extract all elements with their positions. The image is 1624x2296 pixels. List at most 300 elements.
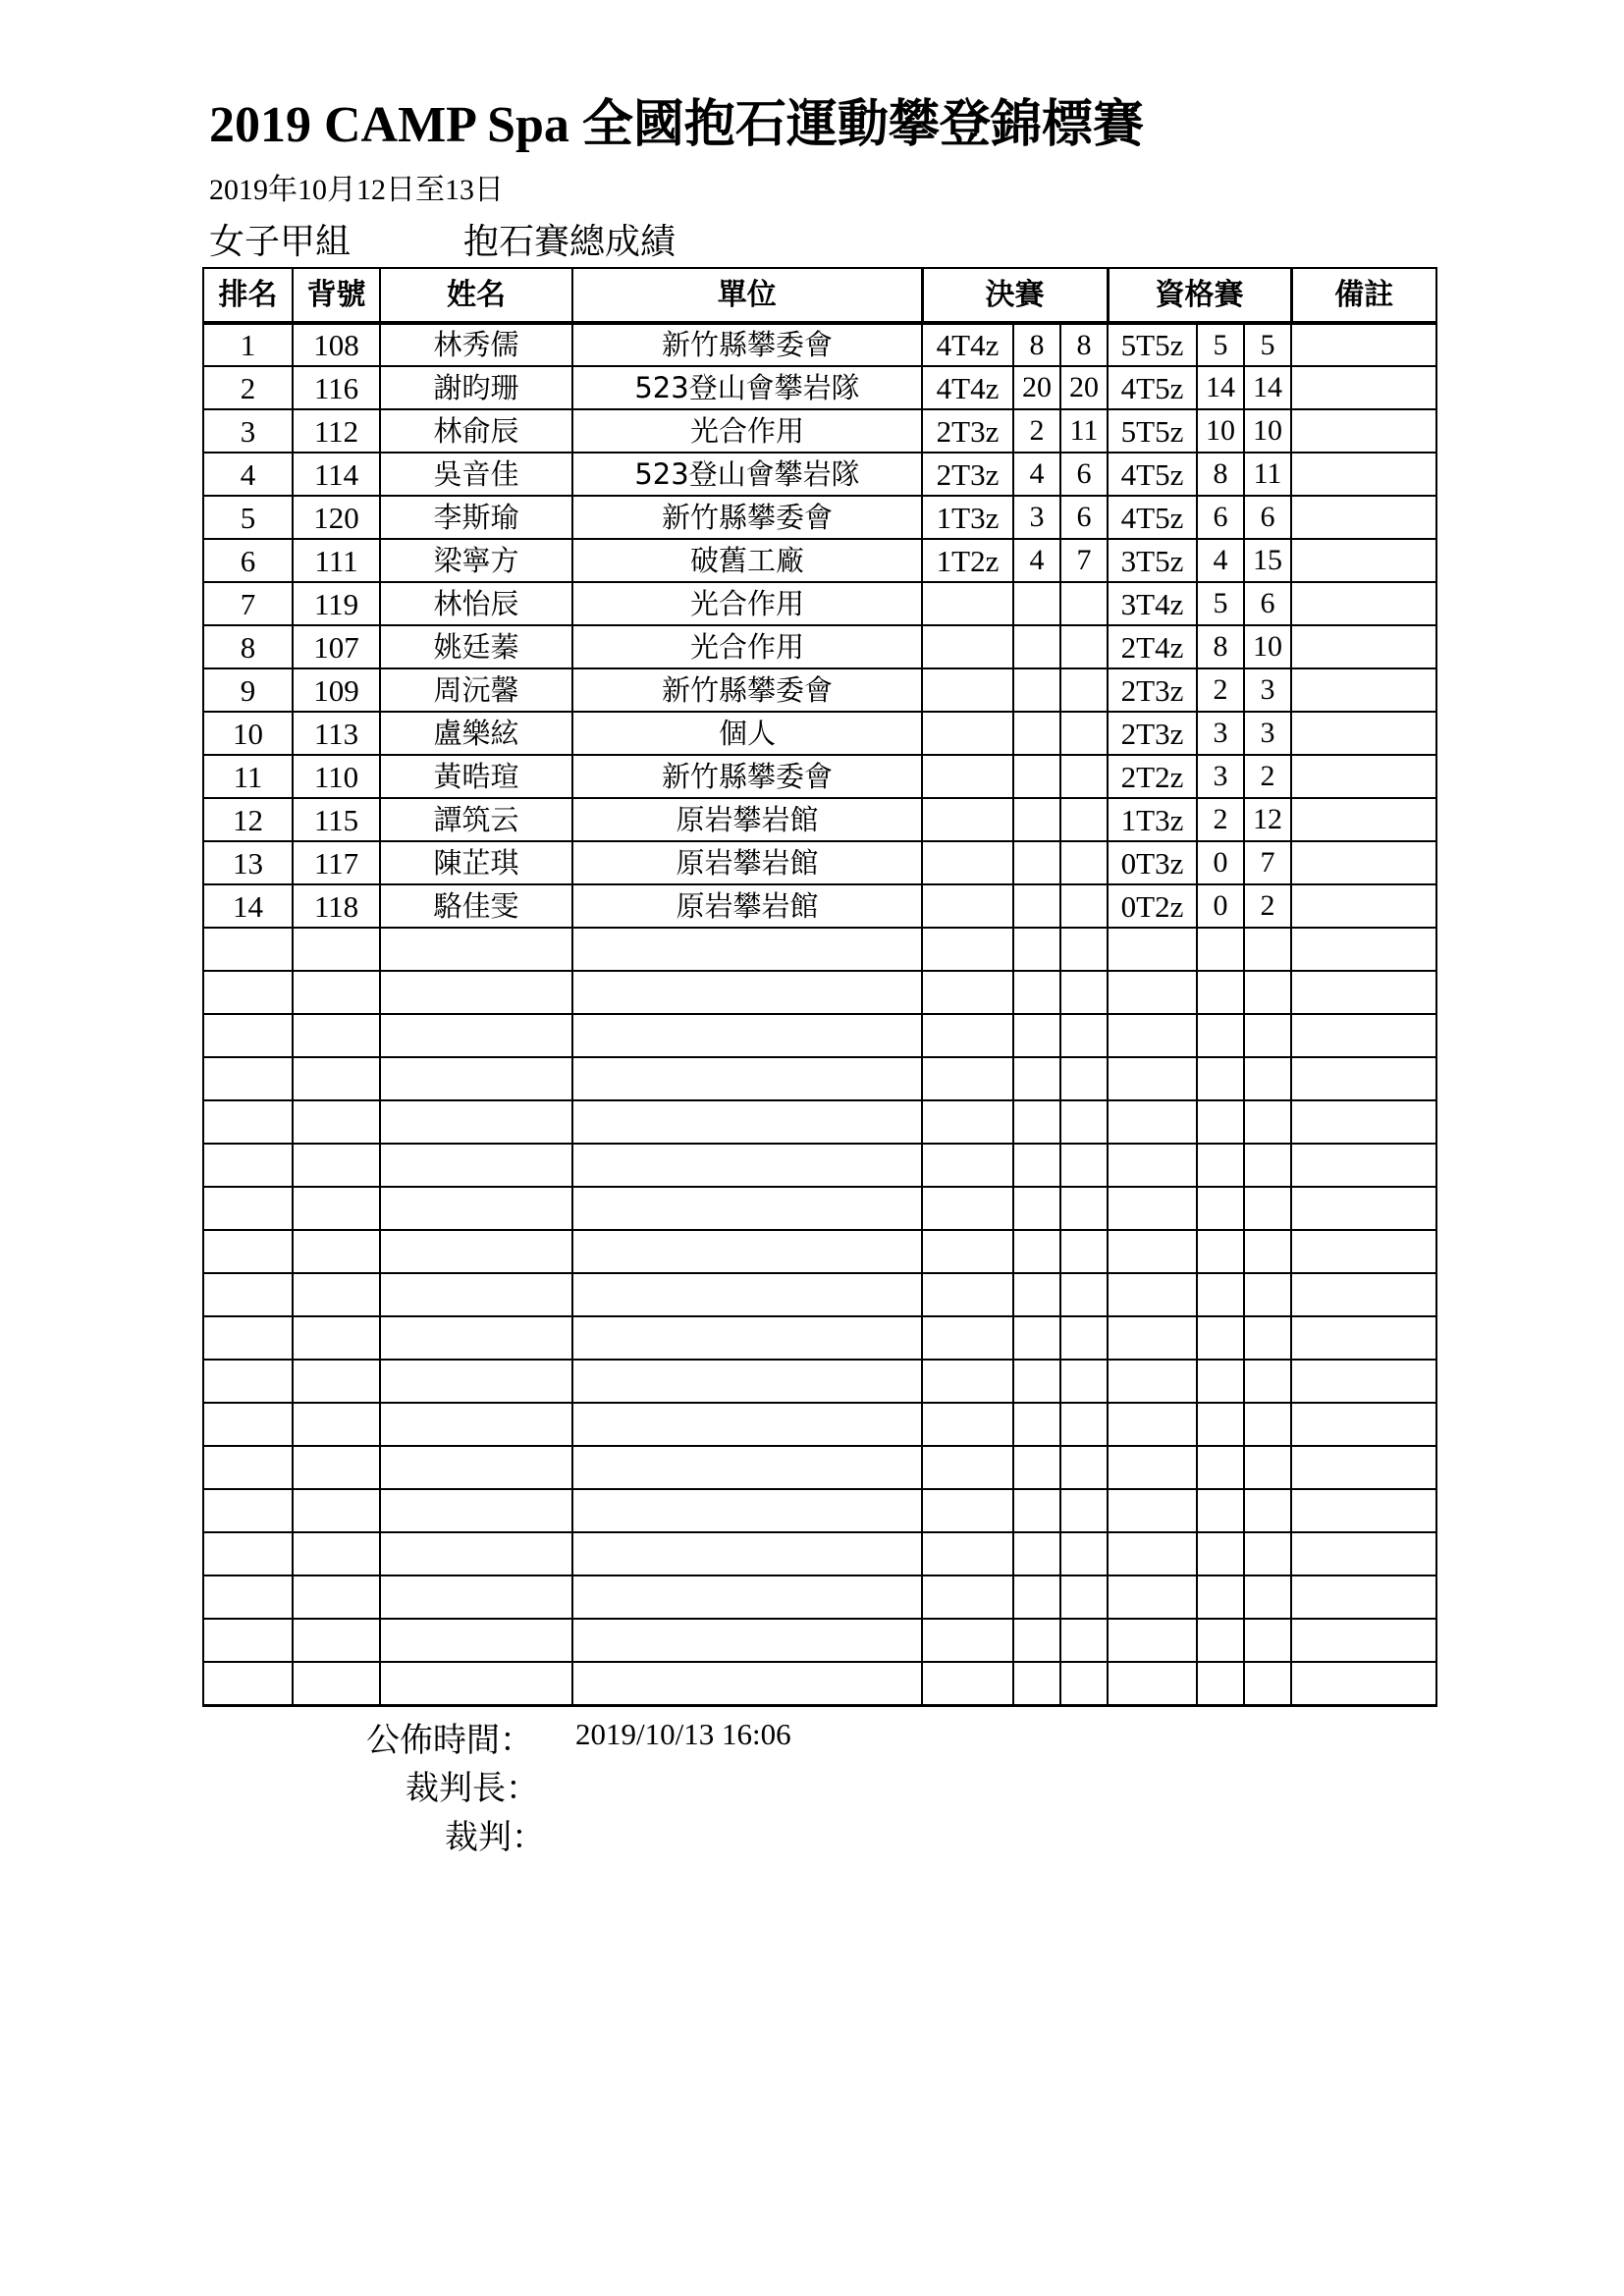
empty-cell [1060, 1446, 1108, 1489]
cell-qual-result: 4T5z [1108, 366, 1197, 409]
table-row [203, 884, 1436, 928]
cell-bib: 112 [293, 409, 380, 453]
empty-cell [1013, 1619, 1060, 1662]
table-row [203, 366, 1436, 409]
cell-name: 黃晧瑄 [380, 755, 572, 798]
empty-cell [572, 1273, 922, 1316]
cell-final-result [922, 798, 1013, 841]
empty-table-row [203, 1532, 1436, 1575]
cell-final-attempts-zone: 7 [1060, 539, 1108, 582]
cell-bib: 109 [293, 668, 380, 712]
empty-cell [1013, 971, 1060, 1014]
col-header-qualification: 資格賽 [1108, 268, 1291, 323]
col-header-remarks: 備註 [1291, 268, 1436, 323]
cell-rank: 1 [203, 323, 293, 366]
empty-table-row [203, 1273, 1436, 1316]
empty-cell [1291, 1230, 1436, 1273]
cell-qual-result: 2T2z [1108, 755, 1197, 798]
empty-cell [1108, 1187, 1197, 1230]
empty-cell [1013, 1057, 1060, 1100]
cell-qual-result: 2T3z [1108, 668, 1197, 712]
cell-bib: 108 [293, 323, 380, 366]
cell-qual-attempts-zone: 10 [1244, 625, 1291, 668]
empty-cell [203, 1273, 293, 1316]
cell-qual-attempts-top: 2 [1197, 668, 1244, 712]
empty-cell [922, 1619, 1013, 1662]
empty-cell [1291, 1273, 1436, 1316]
cell-bib: 117 [293, 841, 380, 884]
empty-cell [572, 1403, 922, 1446]
empty-cell [1108, 1316, 1197, 1360]
empty-cell [1060, 1403, 1108, 1446]
cell-remarks [1291, 366, 1436, 409]
empty-cell [572, 1316, 922, 1360]
empty-cell [1060, 1273, 1108, 1316]
cell-bib: 115 [293, 798, 380, 841]
empty-cell [1013, 928, 1060, 971]
cell-qual-attempts-zone: 2 [1244, 884, 1291, 928]
empty-cell [1291, 928, 1436, 971]
empty-cell [572, 928, 922, 971]
cell-final-attempts-zone: 6 [1060, 496, 1108, 539]
cell-rank: 10 [203, 712, 293, 755]
empty-cell [1244, 1489, 1291, 1532]
group-label: 女子甲組 [209, 222, 352, 262]
cell-rank: 14 [203, 884, 293, 928]
empty-cell [1197, 1360, 1244, 1403]
cell-qual-attempts-top: 2 [1197, 798, 1244, 841]
empty-cell [1108, 1532, 1197, 1575]
empty-cell [1244, 1360, 1291, 1403]
empty-cell [380, 1403, 572, 1446]
cell-remarks [1291, 323, 1436, 366]
cell-final-result: 2T3z [922, 453, 1013, 496]
cell-unit: 原岩攀岩館 [572, 841, 922, 884]
cell-final-attempts-zone: 20 [1060, 366, 1108, 409]
empty-cell [1197, 928, 1244, 971]
announce-time-value: 2019/10/13 16:06 [575, 1717, 791, 1751]
cell-qual-result: 5T5z [1108, 323, 1197, 366]
cell-rank: 9 [203, 668, 293, 712]
cell-remarks [1291, 409, 1436, 453]
empty-cell [1244, 1662, 1291, 1705]
empty-cell [203, 1316, 293, 1360]
cell-qual-attempts-top: 3 [1197, 755, 1244, 798]
cell-bib: 107 [293, 625, 380, 668]
empty-cell [1244, 971, 1291, 1014]
cell-name: 駱佳雯 [380, 884, 572, 928]
table-row [203, 625, 1436, 668]
empty-cell [1244, 1575, 1291, 1619]
empty-cell [572, 1144, 922, 1187]
event-date: 2019年10月12日至13日 [209, 174, 504, 206]
empty-cell [293, 1489, 380, 1532]
cell-unit: 破舊工廠 [572, 539, 922, 582]
cell-final-result [922, 884, 1013, 928]
cell-name: 李斯瑜 [380, 496, 572, 539]
cell-qual-result: 4T5z [1108, 453, 1197, 496]
table-row [203, 668, 1436, 712]
cell-rank: 7 [203, 582, 293, 625]
cell-remarks [1291, 496, 1436, 539]
cell-final-attempts-top [1013, 668, 1060, 712]
table-row [203, 841, 1436, 884]
cell-final-attempts-zone [1060, 755, 1108, 798]
empty-cell [1291, 1575, 1436, 1619]
cell-rank: 6 [203, 539, 293, 582]
empty-cell [1197, 1662, 1244, 1705]
cell-name: 謝昀珊 [380, 366, 572, 409]
empty-cell [1013, 1575, 1060, 1619]
cell-unit: 新竹縣攀委會 [572, 496, 922, 539]
empty-cell [572, 1360, 922, 1403]
empty-cell [1291, 1360, 1436, 1403]
cell-final-result [922, 841, 1013, 884]
cell-final-result: 1T2z [922, 539, 1013, 582]
cell-qual-result: 1T3z [1108, 798, 1197, 841]
cell-final-attempts-zone [1060, 582, 1108, 625]
cell-qual-attempts-top: 6 [1197, 496, 1244, 539]
cell-qual-attempts-top: 5 [1197, 323, 1244, 366]
empty-cell [203, 971, 293, 1014]
cell-qual-attempts-zone: 3 [1244, 668, 1291, 712]
empty-cell [1060, 1014, 1108, 1057]
cell-final-attempts-top [1013, 798, 1060, 841]
cell-final-attempts-top [1013, 625, 1060, 668]
cell-final-attempts-zone: 8 [1060, 323, 1108, 366]
empty-cell [1197, 1057, 1244, 1100]
empty-cell [1244, 1273, 1291, 1316]
cell-qual-result: 4T5z [1108, 496, 1197, 539]
cell-final-result [922, 625, 1013, 668]
empty-cell [380, 1532, 572, 1575]
col-header-final: 決賽 [922, 268, 1108, 323]
empty-cell [1013, 1532, 1060, 1575]
cell-final-attempts-top: 4 [1013, 453, 1060, 496]
cell-qual-result: 2T3z [1108, 712, 1197, 755]
cell-remarks [1291, 668, 1436, 712]
empty-cell [1108, 1662, 1197, 1705]
empty-cell [293, 1575, 380, 1619]
empty-cell [203, 1575, 293, 1619]
empty-cell [1013, 1144, 1060, 1187]
empty-cell [203, 1230, 293, 1273]
empty-cell [293, 971, 380, 1014]
cell-bib: 114 [293, 453, 380, 496]
empty-table-row [203, 1316, 1436, 1360]
cell-qual-attempts-top: 3 [1197, 712, 1244, 755]
empty-cell [922, 1360, 1013, 1403]
empty-cell [380, 1187, 572, 1230]
cell-final-attempts-top [1013, 582, 1060, 625]
judge-label: 裁判： [445, 1818, 545, 1857]
cell-qual-result: 0T3z [1108, 841, 1197, 884]
cell-qual-result: 2T4z [1108, 625, 1197, 668]
empty-cell [1013, 1230, 1060, 1273]
empty-cell [380, 971, 572, 1014]
cell-qual-attempts-top: 0 [1197, 841, 1244, 884]
empty-cell [1197, 1273, 1244, 1316]
cell-bib: 118 [293, 884, 380, 928]
empty-cell [1244, 1619, 1291, 1662]
empty-cell [1291, 1057, 1436, 1100]
empty-cell [922, 1230, 1013, 1273]
cell-final-attempts-zone: 6 [1060, 453, 1108, 496]
empty-cell [1013, 1360, 1060, 1403]
table-row [203, 323, 1436, 366]
cell-qual-attempts-top: 4 [1197, 539, 1244, 582]
empty-cell [1108, 1403, 1197, 1446]
empty-cell [1291, 1489, 1436, 1532]
empty-cell [1244, 1446, 1291, 1489]
empty-cell [1291, 1316, 1436, 1360]
empty-cell [1108, 1273, 1197, 1316]
empty-cell [380, 1446, 572, 1489]
empty-cell [1197, 1403, 1244, 1446]
empty-cell [922, 1662, 1013, 1705]
cell-final-attempts-top [1013, 755, 1060, 798]
empty-cell [293, 1187, 380, 1230]
cell-unit: 原岩攀岩館 [572, 884, 922, 928]
table-row [203, 539, 1436, 582]
empty-table-row [203, 1446, 1436, 1489]
cell-unit: 光合作用 [572, 582, 922, 625]
empty-cell [572, 1187, 922, 1230]
cell-rank: 13 [203, 841, 293, 884]
empty-cell [922, 1403, 1013, 1446]
cell-qual-attempts-zone: 7 [1244, 841, 1291, 884]
empty-cell [572, 1057, 922, 1100]
empty-cell [1291, 1014, 1436, 1057]
cell-qual-attempts-zone: 14 [1244, 366, 1291, 409]
cell-qual-attempts-zone: 2 [1244, 755, 1291, 798]
cell-final-attempts-zone [1060, 668, 1108, 712]
event-label: 抱石賽總成績 [463, 222, 677, 262]
empty-cell [1244, 1187, 1291, 1230]
table-row [203, 453, 1436, 496]
empty-cell [922, 928, 1013, 971]
empty-cell [293, 1230, 380, 1273]
empty-cell [293, 1360, 380, 1403]
empty-cell [1244, 1316, 1291, 1360]
cell-final-result [922, 582, 1013, 625]
cell-name: 譚筑云 [380, 798, 572, 841]
empty-cell [922, 1532, 1013, 1575]
empty-cell [293, 1144, 380, 1187]
empty-cell [203, 1662, 293, 1705]
empty-cell [1108, 1575, 1197, 1619]
cell-qual-result: 3T4z [1108, 582, 1197, 625]
empty-cell [1013, 1489, 1060, 1532]
cell-final-attempts-zone [1060, 625, 1108, 668]
empty-cell [1197, 1230, 1244, 1273]
empty-cell [572, 1489, 922, 1532]
empty-cell [203, 1446, 293, 1489]
empty-cell [1013, 1446, 1060, 1489]
cell-qual-attempts-top: 14 [1197, 366, 1244, 409]
cell-qual-attempts-zone: 11 [1244, 453, 1291, 496]
cell-final-attempts-top: 2 [1013, 409, 1060, 453]
empty-cell [572, 1575, 922, 1619]
cell-name: 吳音佳 [380, 453, 572, 496]
cell-bib: 110 [293, 755, 380, 798]
cell-rank: 3 [203, 409, 293, 453]
empty-cell [1060, 971, 1108, 1014]
cell-unit: 523登山會攀岩隊 [572, 453, 922, 496]
empty-cell [293, 1619, 380, 1662]
cell-final-attempts-top: 3 [1013, 496, 1060, 539]
cell-bib: 116 [293, 366, 380, 409]
empty-cell [203, 1057, 293, 1100]
empty-cell [203, 1360, 293, 1403]
empty-cell [293, 1057, 380, 1100]
empty-cell [1291, 971, 1436, 1014]
cell-bib: 119 [293, 582, 380, 625]
cell-remarks [1291, 582, 1436, 625]
empty-cell [1060, 928, 1108, 971]
empty-cell [1060, 1230, 1108, 1273]
empty-cell [203, 1489, 293, 1532]
empty-cell [1197, 1532, 1244, 1575]
empty-table-row [203, 1144, 1436, 1187]
cell-name: 林俞辰 [380, 409, 572, 453]
empty-cell [572, 1230, 922, 1273]
empty-cell [1108, 1446, 1197, 1489]
empty-cell [1197, 1187, 1244, 1230]
cell-rank: 8 [203, 625, 293, 668]
empty-cell [1060, 1187, 1108, 1230]
chief-judge-label: 裁判長： [406, 1769, 539, 1808]
empty-cell [1244, 1057, 1291, 1100]
cell-remarks [1291, 712, 1436, 755]
empty-cell [1060, 1575, 1108, 1619]
cell-remarks [1291, 755, 1436, 798]
table-row [203, 712, 1436, 755]
empty-cell [922, 1187, 1013, 1230]
table-row [203, 409, 1436, 453]
empty-cell [203, 1100, 293, 1144]
empty-cell [572, 1446, 922, 1489]
empty-cell [380, 1360, 572, 1403]
cell-final-result: 2T3z [922, 409, 1013, 453]
cell-remarks [1291, 539, 1436, 582]
empty-cell [1291, 1446, 1436, 1489]
empty-cell [1108, 1619, 1197, 1662]
cell-final-result: 4T4z [922, 323, 1013, 366]
empty-cell [1291, 1532, 1436, 1575]
empty-cell [203, 1187, 293, 1230]
cell-final-attempts-zone [1060, 712, 1108, 755]
empty-cell [1060, 1619, 1108, 1662]
cell-remarks [1291, 884, 1436, 928]
empty-cell [922, 1057, 1013, 1100]
cell-remarks [1291, 453, 1436, 496]
cell-rank: 5 [203, 496, 293, 539]
empty-cell [1108, 1100, 1197, 1144]
empty-cell [1291, 1403, 1436, 1446]
cell-final-result [922, 755, 1013, 798]
empty-cell [1060, 1057, 1108, 1100]
cell-unit: 新竹縣攀委會 [572, 755, 922, 798]
empty-cell [1108, 1144, 1197, 1187]
empty-cell [293, 1014, 380, 1057]
empty-cell [1244, 1014, 1291, 1057]
empty-cell [1244, 1532, 1291, 1575]
cell-unit: 光合作用 [572, 409, 922, 453]
empty-cell [1013, 1014, 1060, 1057]
empty-table-row [203, 1489, 1436, 1532]
table-row [203, 582, 1436, 625]
cell-final-result [922, 712, 1013, 755]
cell-qual-attempts-zone: 6 [1244, 582, 1291, 625]
empty-cell [1108, 1360, 1197, 1403]
cell-qual-attempts-zone: 5 [1244, 323, 1291, 366]
empty-cell [1108, 1014, 1197, 1057]
results-table [202, 267, 1437, 1707]
empty-table-row [203, 1360, 1436, 1403]
empty-cell [1060, 1316, 1108, 1360]
empty-cell [1013, 1273, 1060, 1316]
col-header-name: 姓名 [380, 268, 572, 323]
cell-name: 姚廷蓁 [380, 625, 572, 668]
table-row [203, 755, 1436, 798]
empty-cell [1108, 971, 1197, 1014]
empty-cell [572, 1014, 922, 1057]
empty-cell [1244, 1230, 1291, 1273]
cell-qual-attempts-zone: 15 [1244, 539, 1291, 582]
cell-final-attempts-zone [1060, 841, 1108, 884]
empty-cell [380, 1489, 572, 1532]
empty-cell [293, 1100, 380, 1144]
empty-cell [1244, 928, 1291, 971]
empty-cell [922, 1575, 1013, 1619]
cell-remarks [1291, 798, 1436, 841]
cell-qual-result: 5T5z [1108, 409, 1197, 453]
empty-cell [572, 1662, 922, 1705]
empty-cell [922, 1273, 1013, 1316]
col-header-unit: 單位 [572, 268, 922, 323]
cell-final-result: 4T4z [922, 366, 1013, 409]
empty-cell [1197, 971, 1244, 1014]
cell-unit: 523登山會攀岩隊 [572, 366, 922, 409]
empty-cell [572, 1619, 922, 1662]
cell-bib: 113 [293, 712, 380, 755]
cell-remarks [1291, 841, 1436, 884]
empty-cell [1197, 1619, 1244, 1662]
empty-cell [380, 1575, 572, 1619]
empty-cell [1197, 1446, 1244, 1489]
cell-name: 林秀儒 [380, 323, 572, 366]
cell-qual-attempts-zone: 6 [1244, 496, 1291, 539]
empty-table-row [203, 1057, 1436, 1100]
empty-cell [1013, 1316, 1060, 1360]
empty-table-row [203, 1403, 1436, 1446]
empty-cell [293, 1662, 380, 1705]
table-row [203, 798, 1436, 841]
page-title: 2019 CAMP Spa 全國抱石運動攀登錦標賽 [209, 97, 1144, 153]
cell-remarks [1291, 625, 1436, 668]
cell-final-result [922, 668, 1013, 712]
empty-cell [1291, 1662, 1436, 1705]
cell-final-attempts-top: 8 [1013, 323, 1060, 366]
cell-qual-attempts-zone: 3 [1244, 712, 1291, 755]
empty-cell [1197, 1144, 1244, 1187]
empty-cell [1013, 1662, 1060, 1705]
empty-cell [380, 1014, 572, 1057]
cell-unit: 個人 [572, 712, 922, 755]
empty-table-row [203, 1014, 1436, 1057]
cell-rank: 12 [203, 798, 293, 841]
